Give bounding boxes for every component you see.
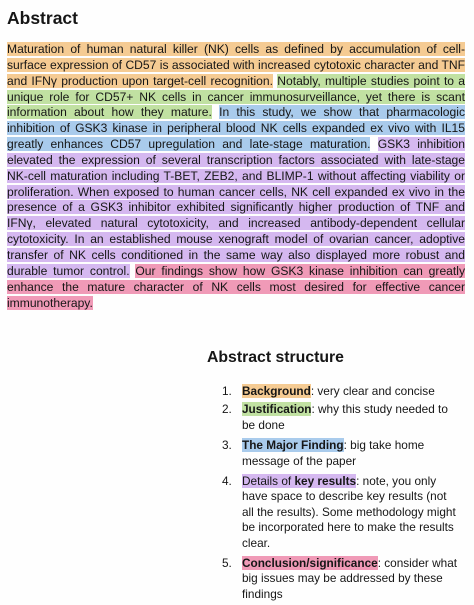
abstract-structure-heading: Abstract structure: [207, 349, 344, 366]
list-item: [210, 438, 460, 469]
conclusion-sentence: Our findings show how GSK3 kinase inhibition can greatly enhance the mature character of NK cells most desired for effective cancer immunotherapy.: [7, 263, 465, 310]
list-number: 4.: [222, 474, 232, 489]
major-finding-description: : big take home message of the paper: [242, 438, 425, 468]
justification-description: : why this study needed to be done: [242, 402, 448, 432]
key-results-description: : note, you only have space to describe key results (not all the results). Some methodology might be incorporated here to make the results clear.: [242, 474, 456, 550]
justification-sentence: Notably, multiple studies point to a unique role for CD57+ NK cells in cancer immunosurveillance, yet there is scant information about how they mature.: [7, 73, 466, 120]
background-description: : very clear and concise: [310, 384, 435, 398]
major-finding-label: The Major Finding: [242, 438, 344, 453]
list-item: [210, 402, 460, 433]
list-number: 5.: [222, 556, 232, 571]
abstract-paragraph: [7, 42, 465, 311]
abstract-structure-list: [210, 384, 460, 605]
key-results-prefix: Details of: [242, 474, 295, 489]
conclusion-label: Conclusion/significance: [242, 556, 378, 571]
list-item: [210, 474, 460, 551]
list-item: [210, 556, 460, 602]
background-label: Background: [242, 384, 311, 398]
list-number: 1.: [222, 384, 232, 398]
justification-label: Justification: [242, 402, 312, 417]
key-results-sentences: GSK3 inhibition elevated the expression of several transcription factors associated with late-stage NK-cell maturation including T-BET, ZEB2, and BLIMP-1 without affecting viability or proliferation. When exposed to human cancer cells, NK cell expanded ex vivo in the presence of a GSK3 inhibitor exhibited significantly higher production of TNF and IFNγ, elevated natural cytotoxicity, and increased antibody-dependent cellular cytotoxicity. In an established mouse xenograft model of ovarian cancer, adoptive transfer of NK cells conditioned in the same way also displayed more robust and durable tumor control.: [7, 137, 465, 278]
list-number: 3.: [222, 438, 232, 453]
list-number: 2.: [222, 402, 232, 417]
abstract-heading: Abstract: [7, 8, 78, 28]
list-item: [210, 384, 460, 399]
conclusion-description: : consider what big issues may be addressed by these findings: [242, 556, 458, 601]
key-results-label: key results: [294, 474, 357, 489]
background-sentence: Maturation of human natural killer (NK) cells as defined by accumulation of cell-surface expression of CD57 is associated with increased cytotoxic character and TNF and IFNγ production upon target-cell recognition.: [7, 42, 465, 88]
major-finding-sentence: In this study, we show that pharmacologic inhibition of GSK3 kinase in peripheral blood NK cells expanded ex vivo with IL15 greatly enhances CD57 upregulation and late-stage maturation.: [7, 105, 465, 152]
